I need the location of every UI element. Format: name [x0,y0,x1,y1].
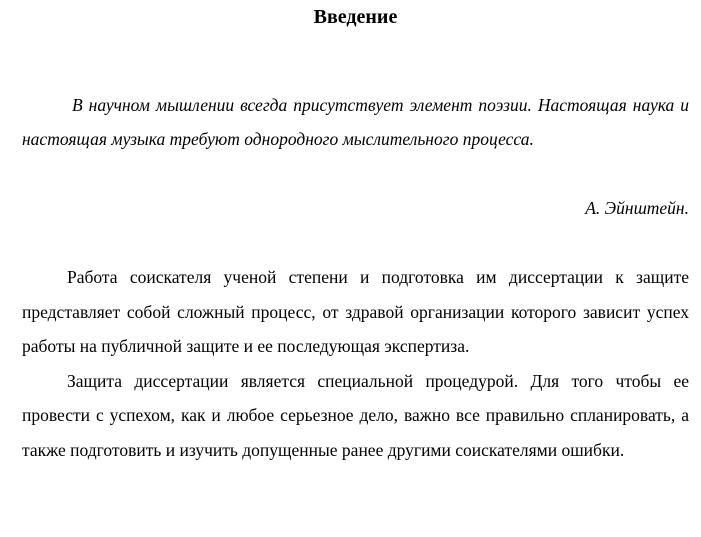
paragraph: Работа соискателя ученой степени и подготовка им диссертации к защите представляет собой сложный процесс, от здравой организации которого зависит успех работы на публичной защите и ее последующая экспертиза. [22,267,689,356]
page-title: Введение [313,6,398,28]
body-text [22,260,689,467]
epigraph-author: А. Эйнштейн. [585,198,689,218]
paragraph: Защита диссертации является специальной процедурой. Для того чтобы ее провести с успехом, как и любое серьезное дело, важно все правильно спланировать, а также подготовить и изучить допущенные ранее другими соискателями ошибки. [22,370,689,460]
epigraph-quote: В научном мышлении всегда присутствует элемент поэзии. Настоящая наука и настоящая музыка требуют однородного мыслительного процесса. [22,95,689,149]
